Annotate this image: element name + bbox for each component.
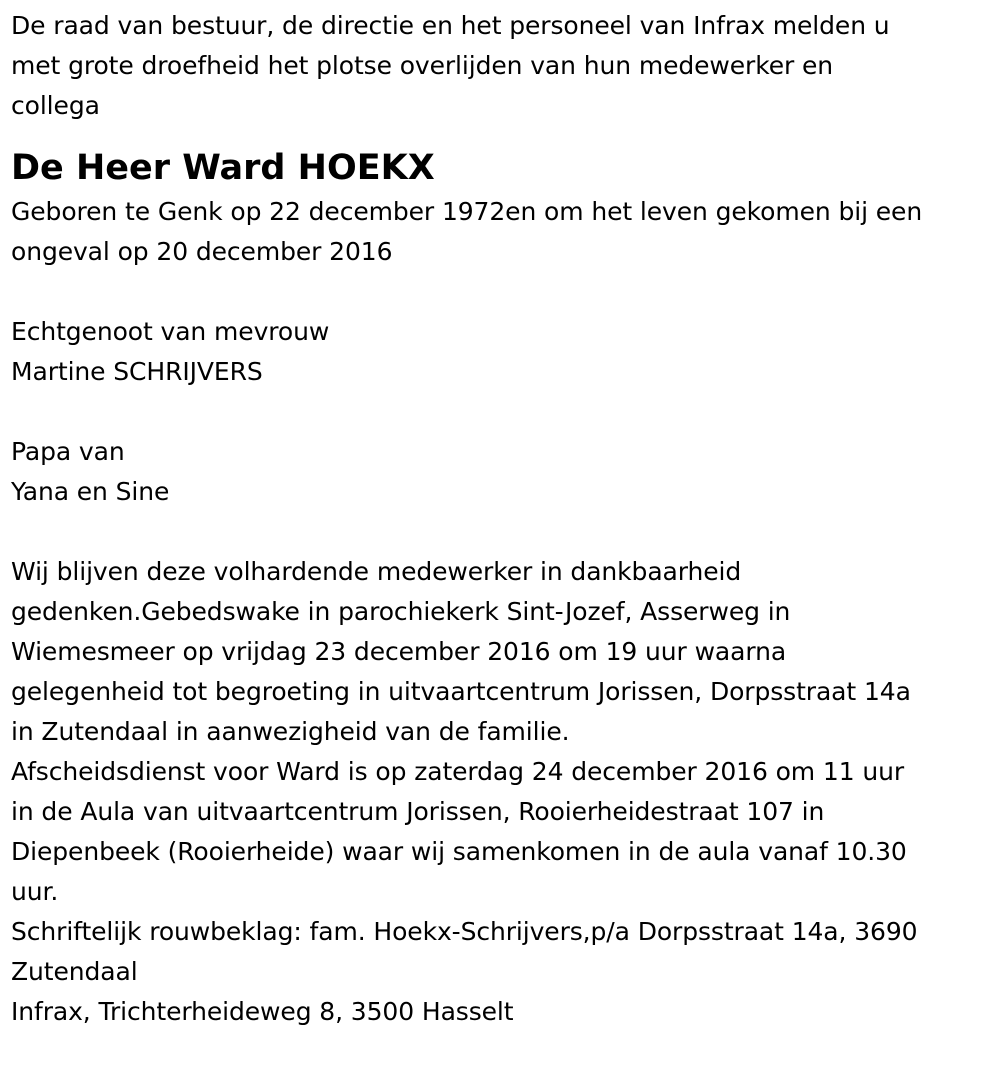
birth-death-line: ongeval op 20 december 2016 bbox=[11, 237, 393, 266]
details-line: in de Aula van uitvaartcentrum Jorissen, Rooierheidestraat 107 in bbox=[11, 797, 825, 826]
children-label: Papa van bbox=[11, 437, 125, 466]
details-line: Zutendaal bbox=[11, 957, 138, 986]
details-line: Schriftelijk rouwbeklag: fam. Hoekx-Schrijvers,p/a Dorpsstraat 14a, 3690 bbox=[11, 917, 918, 946]
details-line: Infrax, Trichterheideweg 8, 3500 Hasselt bbox=[11, 997, 514, 1026]
children-names: Yana en Sine bbox=[11, 477, 170, 506]
deceased-name: De Heer Ward HOEKX bbox=[11, 148, 435, 188]
spacer bbox=[11, 272, 988, 312]
spouse-label: Echtgenoot van mevrouw bbox=[11, 317, 330, 346]
details-paragraph bbox=[11, 552, 988, 1032]
details-line: Wij blijven deze volhardende medewerker in dankbaarheid bbox=[11, 557, 742, 586]
details-line: gedenken.Gebedswake in parochiekerk Sint-Jozef, Asserweg in bbox=[11, 597, 791, 626]
spacer bbox=[11, 512, 988, 552]
details-line: Afscheidsdienst voor Ward is op zaterdag 24 december 2016 om 11 uur bbox=[11, 757, 905, 786]
intro-paragraph bbox=[11, 6, 988, 126]
intro-line: De raad van bestuur, de directie en het personeel van Infrax melden u bbox=[11, 11, 890, 40]
spacer bbox=[11, 392, 988, 432]
spouse-name: Martine SCHRIJVERS bbox=[11, 357, 263, 386]
birth-death-line: Geboren te Genk op 22 december 1972en om het leven gekomen bij een bbox=[11, 197, 923, 226]
details-line: Wiemesmeer op vrijdag 23 december 2016 om 19 uur waarna bbox=[11, 637, 787, 666]
details-line: uur. bbox=[11, 877, 59, 906]
spouse-paragraph bbox=[11, 312, 988, 392]
children-paragraph bbox=[11, 432, 988, 512]
details-line: in Zutendaal in aanwezigheid van de familie. bbox=[11, 717, 570, 746]
details-line: Diepenbeek (Rooierheide) waar wij samenkomen in de aula vanaf 10.30 bbox=[11, 837, 907, 866]
intro-line: collega bbox=[11, 91, 100, 120]
details-line: gelegenheid tot begroeting in uitvaartcentrum Jorissen, Dorpsstraat 14a bbox=[11, 677, 911, 706]
intro-line: met grote droefheid het plotse overlijden van hun medewerker en bbox=[11, 51, 834, 80]
birth-death-paragraph bbox=[11, 192, 988, 272]
